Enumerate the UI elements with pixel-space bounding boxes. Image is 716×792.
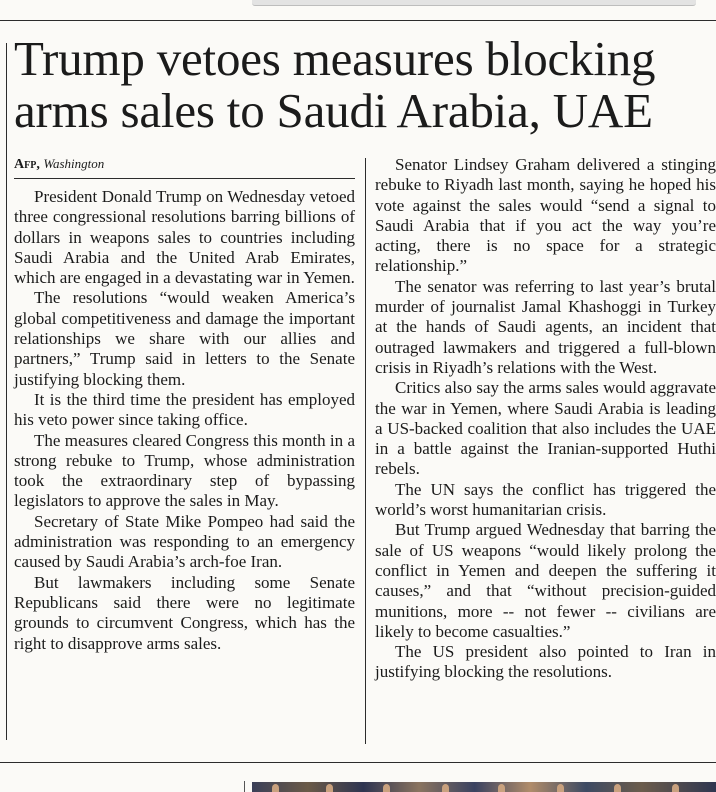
headline [14,33,714,137]
article-column-left [14,187,355,654]
previous-article-edge [252,0,696,6]
paragraph: The US president also pointed to Iran in justifying blocking the resolutions. [375,642,716,682]
paragraph: Senator Lindsey Graham delivered a stinging rebuke to Riyadh last month, saying he hoped his vote against the sales would “send a signal to Saudi Arabia that if you act the way you’re acting, there is no space for a strategic relationship.” [375,155,716,276]
byline-agency: Afp, [14,157,40,172]
paragraph: President Donald Trump on Wednesday vetoed three congressional resolutions barring billions of dollars in weapons sales to countries including Saudi Arabia and the United Arab Emirates, which are engaged in a devastating war in Yemen. [14,187,355,288]
next-article-photo [252,782,716,792]
bottom-rule [0,762,716,763]
byline [14,155,104,174]
paragraph: Secretary of State Mike Pompeo had said the administration was responding to an emergency caused by Saudi Arabia’s arch-foe Iran. [14,511,355,572]
headline-line-2: arms sales to Saudi Arabia, UAE [14,83,653,138]
column-divider [365,158,366,744]
paragraph: The resolutions “would weaken America’s global competitiveness and damage the important relationships we share with our allies and partners,” Trump said in letters to the Senate justifying blocking them. [14,288,355,389]
paragraph: Critics also say the arms sales would aggravate the war in Yemen, where Saudi Arabia is leading a US-backed coalition that also includes the UAE in a battle against the Iranian-supported Huthi rebels. [375,378,716,479]
paragraph: The UN says the conflict has triggered the world’s worst humanitarian crisis. [375,479,716,520]
left-border-rule [6,43,7,740]
byline-rule [14,178,355,179]
headline-line-1: Trump vetoes measures blocking [14,31,656,86]
byline-place: Washington [43,156,105,171]
article-column-right [375,155,716,683]
paragraph: The senator was referring to last year’s brutal murder of journalist Jamal Khashoggi in Turkey at the hands of Saudi agents, an incident that outraged lawmakers and triggered a full-blown crisis in Riyadh’s relations with the West. [375,276,716,377]
paragraph: But lawmakers including some Senate Republicans said there were no legitimate grounds to circumvent Congress, which has the right to disapprove arms sales. [14,572,355,653]
paragraph: But Trump argued Wednesday that barring the sale of US weapons “would likely prolong the conflict in Yemen and deepen the suffering it causes,” and that “without precision-guided munitions, more -- not fewer -- civilians are likely to become casualties.” [375,520,716,641]
bottom-column-rule [244,781,245,792]
paragraph: The measures cleared Congress this month in a strong rebuke to Trump, whose administration took the extraordinary step of bypassing legislators to approve the sales in May. [14,430,355,511]
top-rule [0,20,716,21]
paragraph: It is the third time the president has employed his veto power since taking office. [14,389,355,430]
